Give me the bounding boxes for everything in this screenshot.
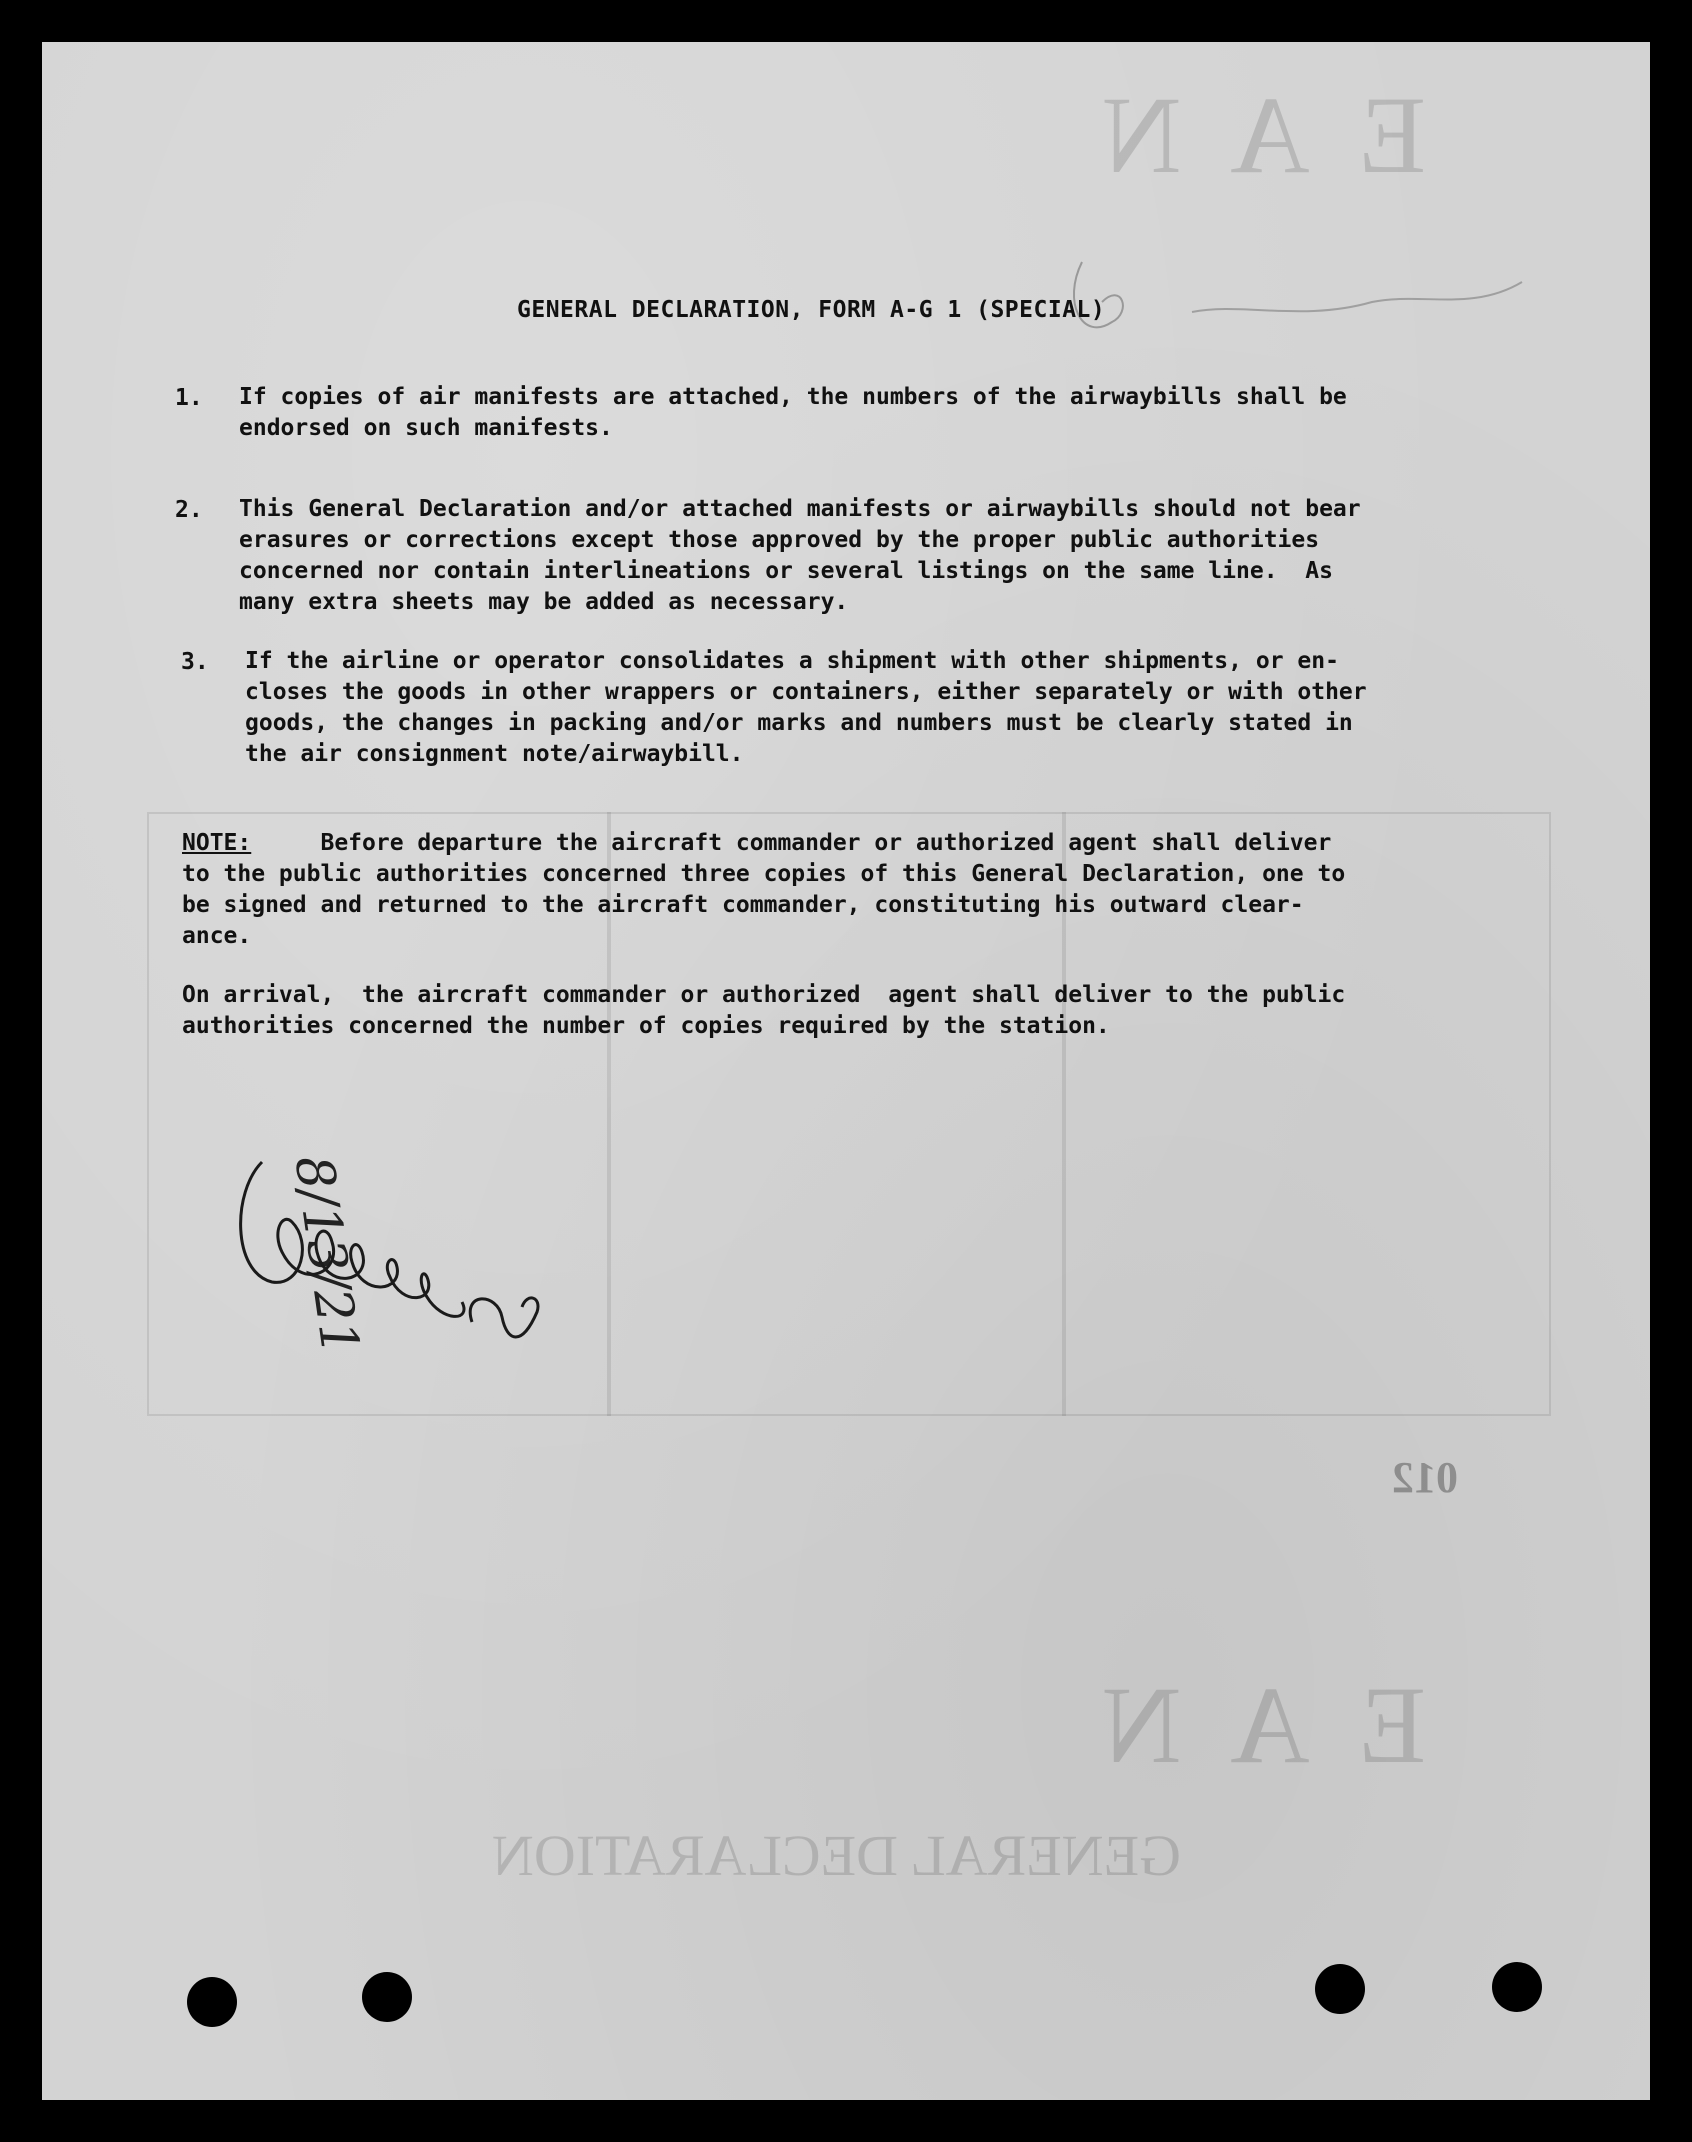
handwritten-initials [222, 1122, 642, 1382]
arrival-paragraph [182, 980, 1345, 1042]
arrival-line: authorities concerned the number of copies required by the station. [182, 1013, 1110, 1039]
item-number: 1. [175, 385, 203, 411]
note-line-text: Before departure the aircraft commander or authorized agent shall deliver [251, 830, 1332, 856]
item-line: erasures or corrections except those approved by the proper public authorities [239, 527, 1320, 553]
note-label: NOTE: [182, 830, 252, 856]
item-line: goods, the changes in packing and/or marks and numbers must be clearly stated in [245, 710, 1353, 736]
ghost-stamp: E A N [1102, 74, 1426, 196]
document-page [42, 42, 1650, 2100]
punch-hole [1315, 1964, 1365, 2014]
item-line: This General Declaration and/or attached manifests or airwaybills should not bear [239, 496, 1361, 522]
note-line [182, 828, 1345, 859]
document-title: GENERAL DECLARATION, FORM A-G 1 (SPECIAL) [517, 297, 1106, 323]
note-paragraph [182, 828, 1345, 952]
handwritten-date: 8/13/21 [282, 1152, 370, 1359]
note-line: ance. [182, 923, 252, 949]
punch-hole [187, 1977, 237, 2027]
item-line: concerned nor contain interlineations or several listings on the same line. As [239, 558, 1333, 584]
item-2-text [239, 494, 1361, 618]
item-line: If copies of air manifests are attached, the numbers of the airwaybills shall be [239, 384, 1347, 410]
item-number: 3. [181, 649, 209, 675]
item-line: the air consignment note/airwaybill. [245, 741, 744, 767]
item-number: 2. [175, 497, 203, 523]
arrival-line: On arrival, the aircraft commander or authorized agent shall deliver to the public [182, 982, 1346, 1008]
ghost-stamp: E A N [1102, 1664, 1426, 1786]
punch-hole [362, 1972, 412, 2022]
ghost-heading: GENERAL DECLARATION [492, 1823, 1181, 1888]
note-line: to the public authorities concerned three copies of this General Declaration, one to [182, 861, 1346, 887]
note-line: be signed and returned to the aircraft commander, constituting his outward clear- [182, 892, 1304, 918]
item-line: endorsed on such manifests. [239, 415, 613, 441]
item-3-text [245, 646, 1367, 770]
ghost-number: 012 [1392, 1453, 1458, 1502]
item-line: closes the goods in other wrappers or containers, either separately or with other [245, 679, 1367, 705]
faint-pencil-marks [1042, 242, 1542, 442]
item-line: many extra sheets may be added as necessary. [239, 589, 849, 615]
punch-hole [1492, 1962, 1542, 2012]
item-line: If the airline or operator consolidates a shipment with other shipments, or en- [245, 648, 1339, 674]
